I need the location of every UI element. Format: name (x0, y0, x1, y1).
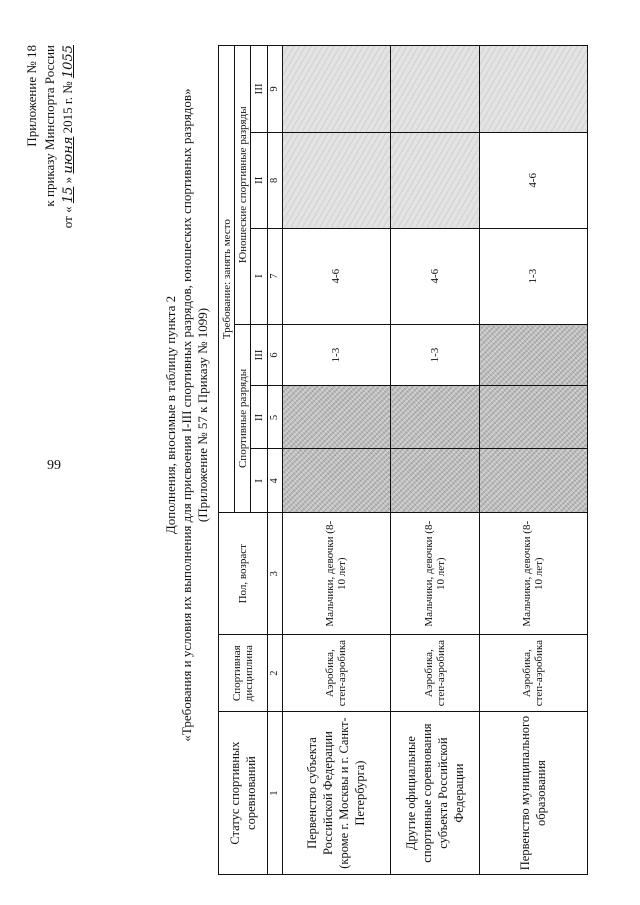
row-discipline: Аэробика, степ-аэробика (282, 635, 390, 712)
row-status: Первенство субъекта Российской Федерации (кроме г. Москвы и г. Санкт-Петербурга) (282, 712, 390, 875)
table-row (391, 46, 480, 875)
row-sport-iii: 1-3 (282, 324, 390, 386)
cell-empty-shaded (479, 386, 587, 449)
table-row (282, 46, 390, 875)
rank-label: III (251, 324, 267, 386)
row-gender: Мальчики, девочки (8-10 лет) (479, 513, 587, 635)
header-requirement: Требование: занять место (219, 46, 235, 513)
row-youth-i: 4-6 (391, 228, 480, 324)
row-youth-ii: 4-6 (479, 132, 587, 228)
col-number: 6 (267, 324, 282, 386)
annex-title: Приложение № 18 (24, 45, 39, 147)
cell-empty-shaded (391, 132, 480, 228)
cell-empty-shaded (282, 132, 390, 228)
row-youth-i: 1-3 (479, 228, 587, 324)
rank-label: II (251, 386, 267, 449)
row-youth-i: 4-6 (282, 228, 390, 324)
rank-label: I (251, 449, 267, 513)
rotated-page (15, 15, 605, 875)
doc-heading-3: (Приложение № 57 к Приказу № 1099) (195, 307, 210, 523)
header-status: Статус спортивных соревнований (219, 712, 268, 875)
row-discipline: Аэробика, степ-аэробика (391, 635, 480, 712)
cell-empty-shaded (391, 386, 480, 449)
annex-date-line: от « 15 » июня 2015 г. № 1055 (60, 45, 76, 229)
cell-empty-shaded (282, 46, 390, 133)
date-day: 15 (61, 186, 76, 204)
cell-empty-shaded (391, 46, 480, 133)
cell-empty-shaded (282, 386, 390, 449)
requirements-table (218, 45, 588, 875)
col-number: 2 (267, 635, 282, 712)
row-status: Другие официальные спортивные соревнования субъекта Российской Федерации (391, 712, 480, 875)
col-number: 5 (267, 386, 282, 449)
col-number: 9 (267, 46, 282, 133)
cell-empty-shaded (391, 449, 480, 513)
header-sport-ranks: Спортивные разряды (235, 324, 251, 513)
col-number: 7 (267, 228, 282, 324)
doc-heading-1: Дополнения, вносимые в таблицу пункта 2 (163, 295, 178, 535)
rank-label: III (251, 46, 267, 133)
rank-label: I (251, 228, 267, 324)
col-number: 4 (267, 449, 282, 513)
table-row (479, 46, 587, 875)
row-status: Первенство муниципального образования (479, 712, 587, 875)
date-month: июня (61, 136, 76, 174)
cell-empty-shaded (479, 46, 587, 133)
cell-empty-shaded (479, 449, 587, 513)
row-discipline: Аэробика, степ-аэробика (479, 635, 587, 712)
cell-empty-shaded (282, 449, 390, 513)
header-discipline: Спортивная дисциплина (219, 635, 268, 712)
col-number: 3 (267, 513, 282, 635)
annex-block (23, 45, 78, 375)
order-number: 1055 (61, 45, 76, 79)
header-gender: Пол, возраст (219, 513, 268, 635)
header-youth-ranks: Юношеские спортивные разряды (235, 46, 251, 325)
row-gender: Мальчики, девочки (8-10 лет) (282, 513, 390, 635)
annex-order-ref: к приказу Минспорта России (42, 45, 57, 207)
rank-label: II (251, 132, 267, 228)
cell-empty-shaded (479, 324, 587, 386)
row-sport-iii: 1-3 (391, 324, 480, 386)
col-number: 8 (267, 132, 282, 228)
doc-heading-2: «Требования и условия их выполнения для присвоения I-III спортивных разрядов, юношеских спортивных разрядов» (179, 88, 194, 742)
col-number: 1 (267, 712, 282, 875)
page-number: 99 (47, 458, 61, 473)
row-gender: Мальчики, девочки (8-10 лет) (391, 513, 480, 635)
